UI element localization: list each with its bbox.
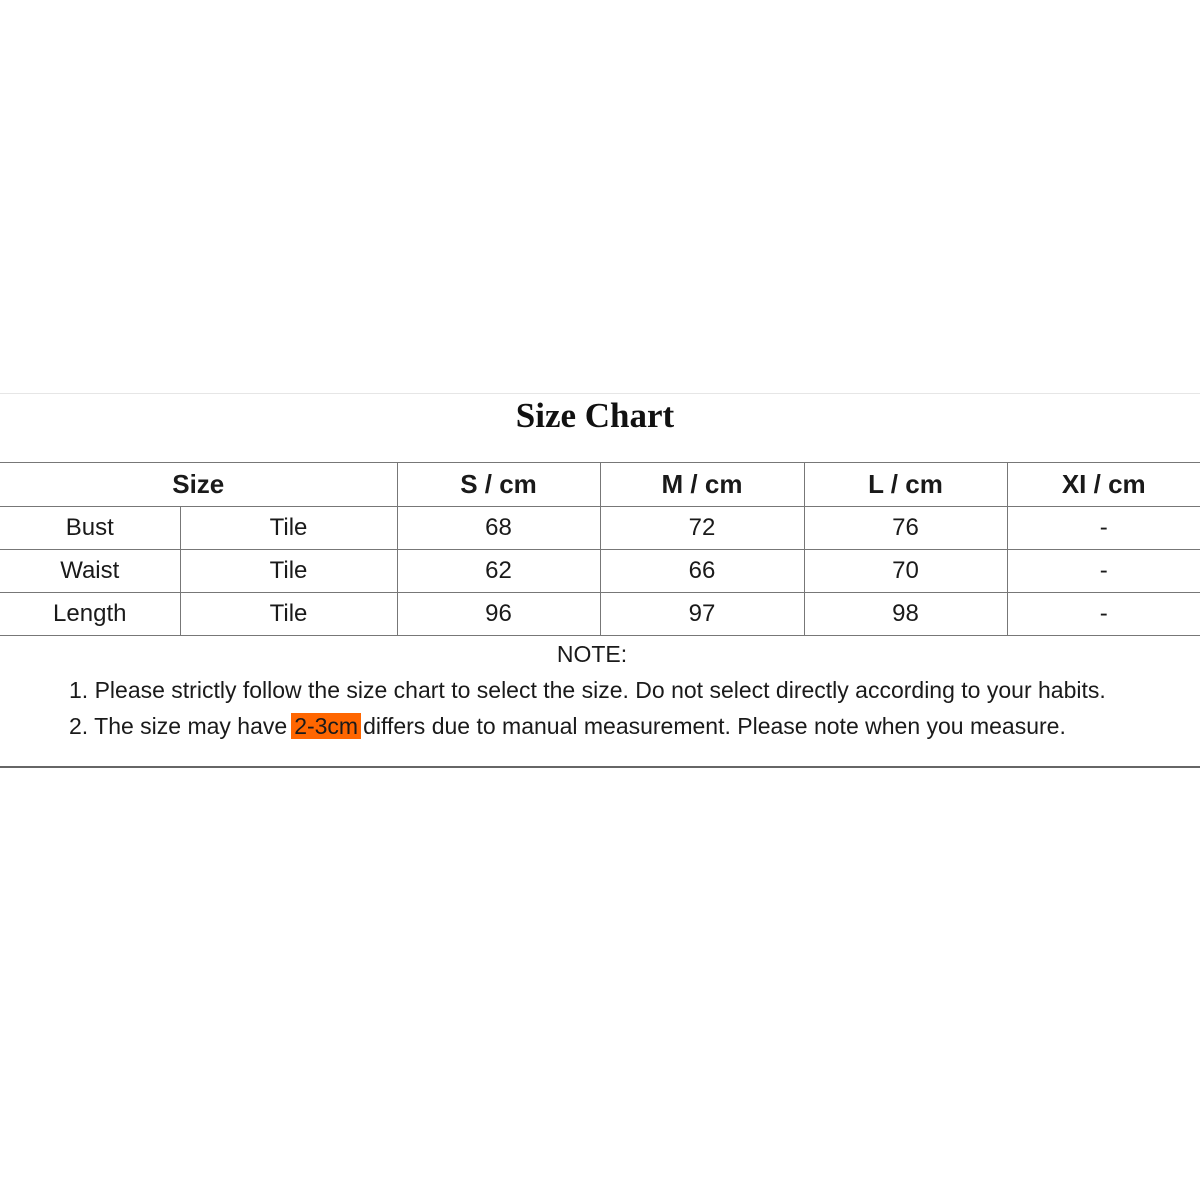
header-m: M / cm [600, 463, 804, 507]
row-l-cell: 98 [804, 593, 1007, 636]
header-size: Size [0, 463, 397, 507]
row-type-cell: Tile [180, 507, 397, 550]
note-line-2-start: 2. The size may have [69, 713, 288, 739]
row-part-cell: Waist [0, 550, 180, 593]
table-row [0, 507, 1200, 550]
row-xl-cell: - [1007, 507, 1200, 550]
row-type-cell: Tile [180, 550, 397, 593]
note-heading: NOTE: [556, 641, 628, 667]
header-s: S / cm [397, 463, 600, 507]
row-xl-cell: - [1007, 550, 1200, 593]
row-part-cell: Length [0, 593, 180, 636]
note-line-2-end: differs due to manual measurement. Please note when you measure. [363, 713, 1066, 739]
bottom-divider [0, 766, 1200, 768]
row-s-cell: 62 [397, 550, 600, 593]
note-line-2 [69, 708, 1066, 744]
row-part-cell: Bust [0, 507, 180, 550]
page-title: Size Chart [515, 396, 675, 435]
row-l-cell: 70 [804, 550, 1007, 593]
table-row [0, 550, 1200, 593]
header-xl: XI / cm [1007, 463, 1200, 507]
header-l: L / cm [804, 463, 1007, 507]
row-s-cell: 96 [397, 593, 600, 636]
table-row [0, 593, 1200, 636]
row-s-cell: 68 [397, 507, 600, 550]
notes-section [0, 636, 1200, 739]
row-m-cell: 72 [600, 507, 804, 550]
highlighted-measurement: 2-3cm [291, 713, 361, 739]
table-header-row [0, 463, 1200, 507]
row-m-cell: 66 [600, 550, 804, 593]
row-type-cell: Tile [180, 593, 397, 636]
note-line-1: 1. Please strictly follow the size chart to select the size. Do not select directly according to your habits. [69, 677, 1106, 703]
row-m-cell: 97 [600, 593, 804, 636]
row-l-cell: 76 [804, 507, 1007, 550]
row-xl-cell: - [1007, 593, 1200, 636]
size-table [0, 462, 1200, 636]
